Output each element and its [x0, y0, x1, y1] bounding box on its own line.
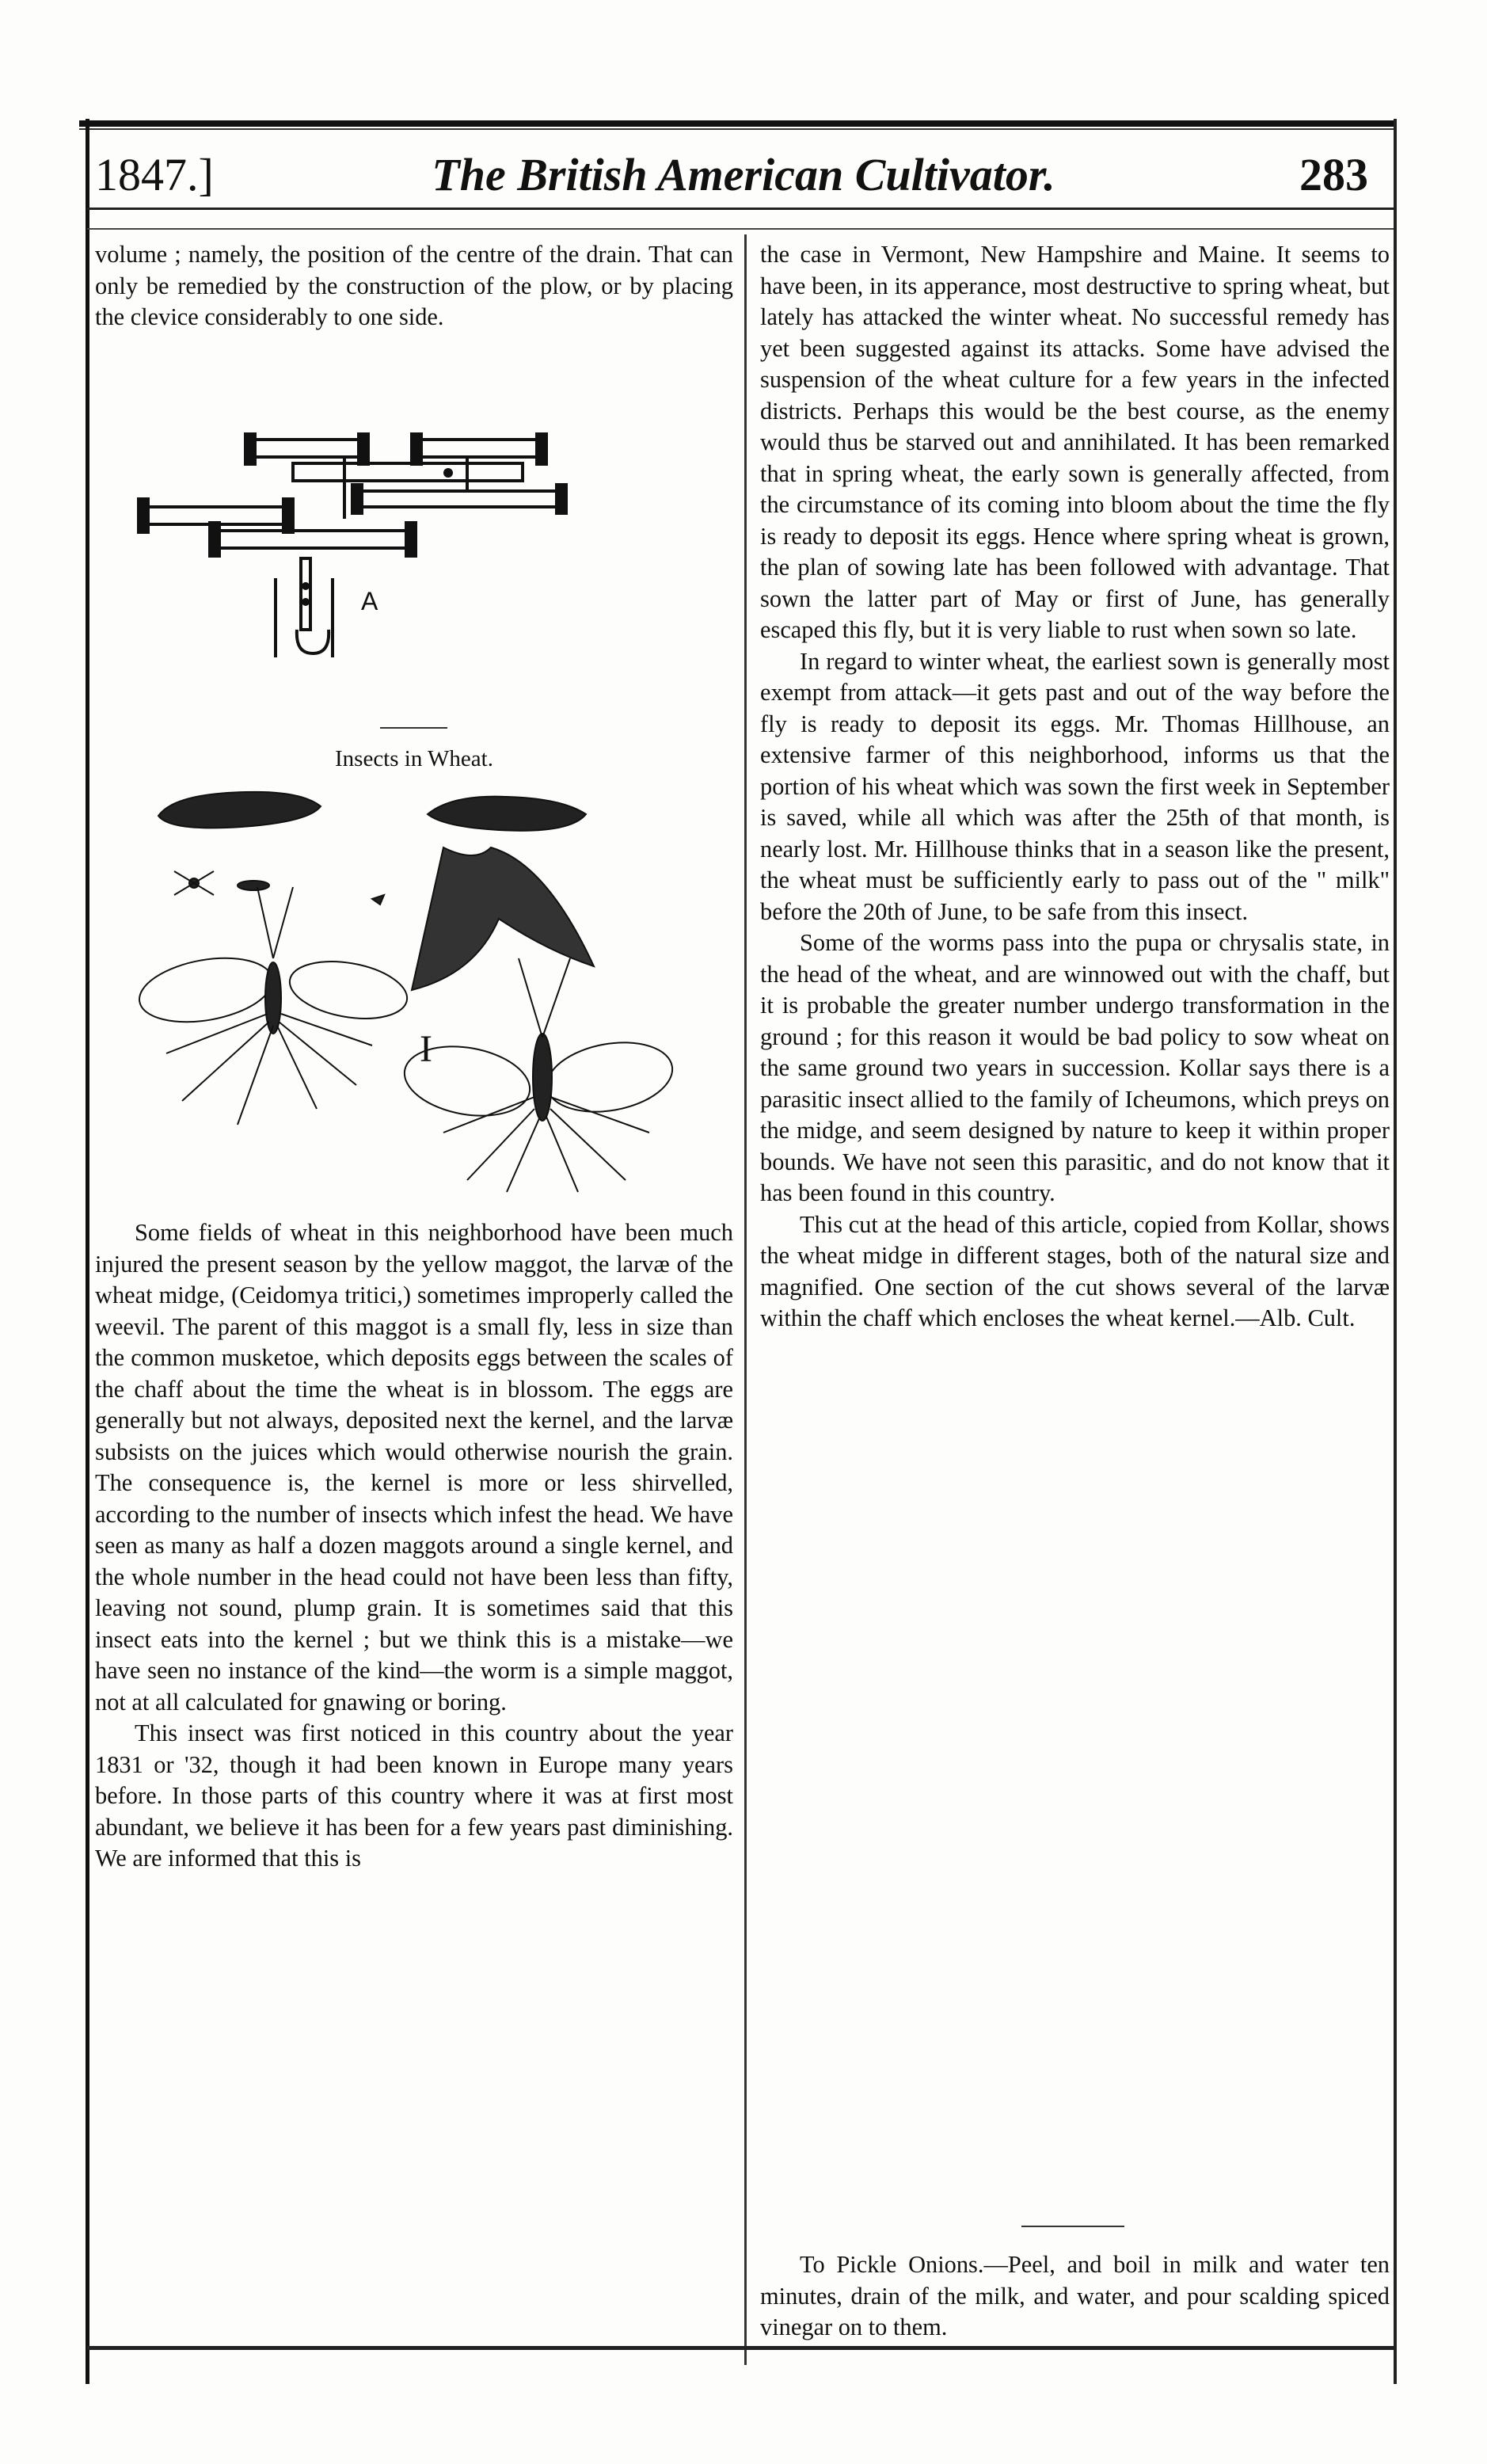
figure-label-a: A — [361, 587, 378, 615]
issue-year: 1847.] — [95, 149, 214, 200]
right-border — [1394, 119, 1397, 2384]
article-paragraph: the case in Vermont, New Hampshire and Maine. It seems to have been, in its apperance, most destructive to spring wheat, but lately has attacked the winter wheat. No successful remedy has yet been suggested against its attacks. Some have advised the suspension of the wheat culture for a few years in the infected districts. Perhaps this would be the best course, as the enemy would thus be starved out and annihilated. It has been remarked that in spring wheat, the early sown is generally affected, from the circumstance of its coming into bloom about the time the fly is ready to deposit its eggs. Hence where spring wheat is grown, the plan of sowing late has been followed with advantage. That sown the latter part of May or first of June, has generally escaped this fly, but it is very liable to rust when sown so late. — [760, 241, 1390, 643]
insect-letter: I — [420, 1028, 432, 1070]
article-paragraph: In regard to winter wheat, the earliest sown is generally most exempt from attack—it gets past and out of the way before the fly is ready to deposit its eggs. Mr. Thomas Hillhouse, an extensive farmer of this neighborhood, informs us that the portion of his wheat which was sown the first week in September is saved, while all which was after the 25th of that month, is nearly lost. Mr. Hillhouse thinks that in a season like the present, the wheat must be sufficiently early to pass out of the " milk" before the 20th of June, to be safe from this insect. — [760, 647, 1390, 925]
header-rule-thin — [87, 228, 1394, 230]
wheat-midge-illustration — [135, 784, 697, 1196]
publication-title: The British American Cultivator. — [432, 149, 1055, 200]
intro-paragraph: volume ; namely, the position of the centre of the drain. That can only be remedied by the construction of the plow, or by placing the clevice considerably to one side. — [95, 241, 733, 330]
header-rule — [87, 208, 1394, 210]
figure-caption: Insects in Wheat. — [335, 746, 493, 771]
article-paragraph: Some fields of wheat in this neighborhood have been much injured the present season by the yellow maggot, the larvæ of the wheat midge, (Ceidomya tritici,) sometimes improperly called the weevil. The parent of this maggot is a small fly, less in size than the common musketoe, which deposits eggs between the scales of the chaff about the time the wheat is in blossom. The eggs are generally but not always, deposited next the kernel, and the larvæ subsists on the juices which would otherwise nourish the grain. The consequence is, the kernel is more or less shirvelled, according to the number of insects which infest the head. We have seen as many as half a dozen maggots around a single kernel, and the whole number in the head could not have been less than fifty, leaving not sound, plump grain. It is sometimes said that this insect eats into the kernel ; but we think this is a mistake—we have seen no instance of the kind—the worm is a simple maggot, not at all calculated for gnawing or boring. — [95, 1219, 733, 1716]
bottom-rule — [87, 2346, 1394, 2350]
recipe-text: To Pickle Onions.—Peel, and boil in milk and water ten minutes, drain of the milk, and water, and pour scalding spiced vinegar on to them. — [760, 2251, 1390, 2340]
recipe-separator — [1021, 2226, 1124, 2227]
column-divider — [744, 234, 747, 2365]
top-rule-thin — [79, 128, 1394, 130]
left-column-article — [95, 1217, 733, 1875]
article-paragraph: This insect was first noticed in this country about the year 1831 or '32, though it had been known in Europe many years before. In those parts of this country where it was at first most abundant, we believe it has been for a few years past diminishing. We are informed that this is — [95, 1719, 733, 1872]
clevice-diagram — [135, 420, 681, 681]
top-rule — [79, 120, 1394, 127]
page-number: 283 — [1299, 149, 1368, 200]
article-paragraph: Some of the worms pass into the pupa or chrysalis state, in the head of the wheat, and are winnowed out with the chaff, but it is probable the greater number undergo transformation in the ground ; for this reason it would be bad policy to sow wheat on the same ground two years in succession. Kollar says there is a parasitic insect allied to the family of Icheumons, which preys on the midge, and seem designed by nature to keep it within proper bounds. We have not seen this parasitic, and do not know that it has been found in this country. — [760, 929, 1390, 1206]
left-border — [86, 119, 89, 2384]
figure-separator — [380, 727, 447, 729]
recipe-block — [760, 2249, 1390, 2344]
right-column-article — [760, 239, 1390, 1335]
left-column-intro — [95, 239, 733, 333]
article-paragraph: This cut at the head of this article, copied from Kollar, shows the wheat midge in different stages, both of the natural size and magnified. One section of the cut shows several of the larvæ within the chaff which encloses the wheat kernel.—Alb. Cult. — [760, 1210, 1390, 1331]
